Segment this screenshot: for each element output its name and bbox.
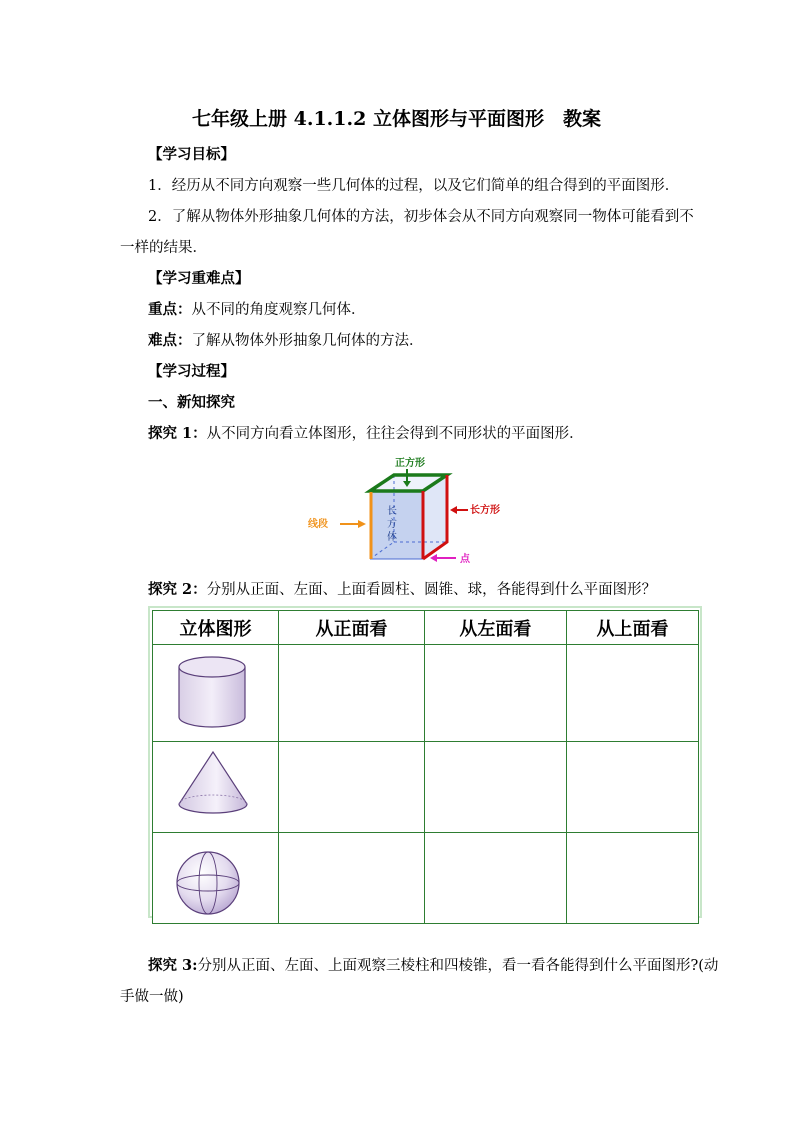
cell-top-view[interactable]	[566, 645, 698, 742]
cell-left-view[interactable]	[424, 833, 566, 924]
key-text: 从不同的角度观察几何体．	[191, 302, 366, 318]
table-row	[153, 645, 699, 742]
table-row	[153, 742, 699, 833]
cell-shape-sphere	[153, 833, 279, 924]
explore-3-text: 分别从正面、左面、上面观察三棱柱和四棱锥，看一看各能得到什么平面图形?(动	[197, 958, 719, 974]
explore-3-line1	[148, 956, 718, 976]
table-header-row	[153, 611, 699, 645]
sphere-icon	[153, 833, 278, 919]
cell-front-view[interactable]	[279, 645, 425, 742]
body-char-1: 长	[387, 506, 397, 517]
cell-front-view[interactable]	[279, 742, 425, 833]
cylinder-icon	[153, 645, 278, 737]
cell-top-view[interactable]	[566, 742, 698, 833]
explore-1	[148, 424, 584, 444]
key-point	[148, 300, 366, 320]
cell-front-view[interactable]	[279, 833, 425, 924]
explore-3-label: 探究 3:	[148, 957, 198, 974]
cell-left-view[interactable]	[424, 645, 566, 742]
header-top: 从上面看	[566, 611, 698, 645]
cell-shape-cylinder	[153, 645, 279, 742]
top-label: 正方形	[395, 458, 425, 469]
key-heading: 【学习重难点】	[148, 270, 250, 287]
views-table	[152, 610, 699, 924]
goal-1: 1．经历从不同方向观察一些几何体的过程，以及它们简单的组合得到的平面图形．	[148, 178, 680, 194]
cuboid-figure	[300, 454, 510, 569]
explore-1-label: 探究 1：	[148, 425, 207, 442]
explore-3-line2: 手做一做)	[120, 989, 184, 1005]
explore-2-label: 探究 2：	[148, 581, 207, 598]
body-char-3: 体	[387, 532, 397, 543]
part-1-heading: 一、新知探究	[148, 394, 235, 411]
header-solid: 立体图形	[153, 611, 279, 645]
difficult-text: 了解从物体外形抽象几何体的方法．	[191, 333, 424, 349]
header-left: 从左面看	[424, 611, 566, 645]
left-label: 线段	[308, 519, 328, 530]
body-char-2: 方	[387, 519, 397, 530]
explore-2	[148, 580, 656, 600]
explore-1-text: 从不同方向看立体图形，往往会得到不同形状的平面图形．	[206, 426, 584, 442]
goals-heading: 【学习目标】	[148, 146, 235, 163]
key-label: 重点：	[148, 301, 192, 318]
difficult-point	[148, 331, 424, 351]
goal-2-line1: 2．了解从物体外形抽象几何体的方法，初步体会从不同方向观察同一物体可能看到不	[148, 209, 694, 225]
page-title: 七年级上册 4.1.1.2 立体图形与平面图形 教案	[192, 108, 601, 130]
table-row	[153, 833, 699, 924]
cell-top-view[interactable]	[566, 833, 698, 924]
header-front: 从正面看	[279, 611, 425, 645]
cell-shape-cone	[153, 742, 279, 833]
right-label: 长方形	[470, 505, 500, 516]
cell-left-view[interactable]	[424, 742, 566, 833]
explore-2-text: 分别从正面、左面、上面看圆柱、圆锥、球，各能得到什么平面图形？	[206, 582, 657, 598]
cone-icon	[153, 742, 278, 828]
process-heading: 【学习过程】	[148, 363, 235, 380]
bottom-label: 点	[460, 554, 470, 565]
difficult-label: 难点：	[148, 332, 192, 349]
goal-2-line2: 一样的结果．	[120, 240, 207, 256]
